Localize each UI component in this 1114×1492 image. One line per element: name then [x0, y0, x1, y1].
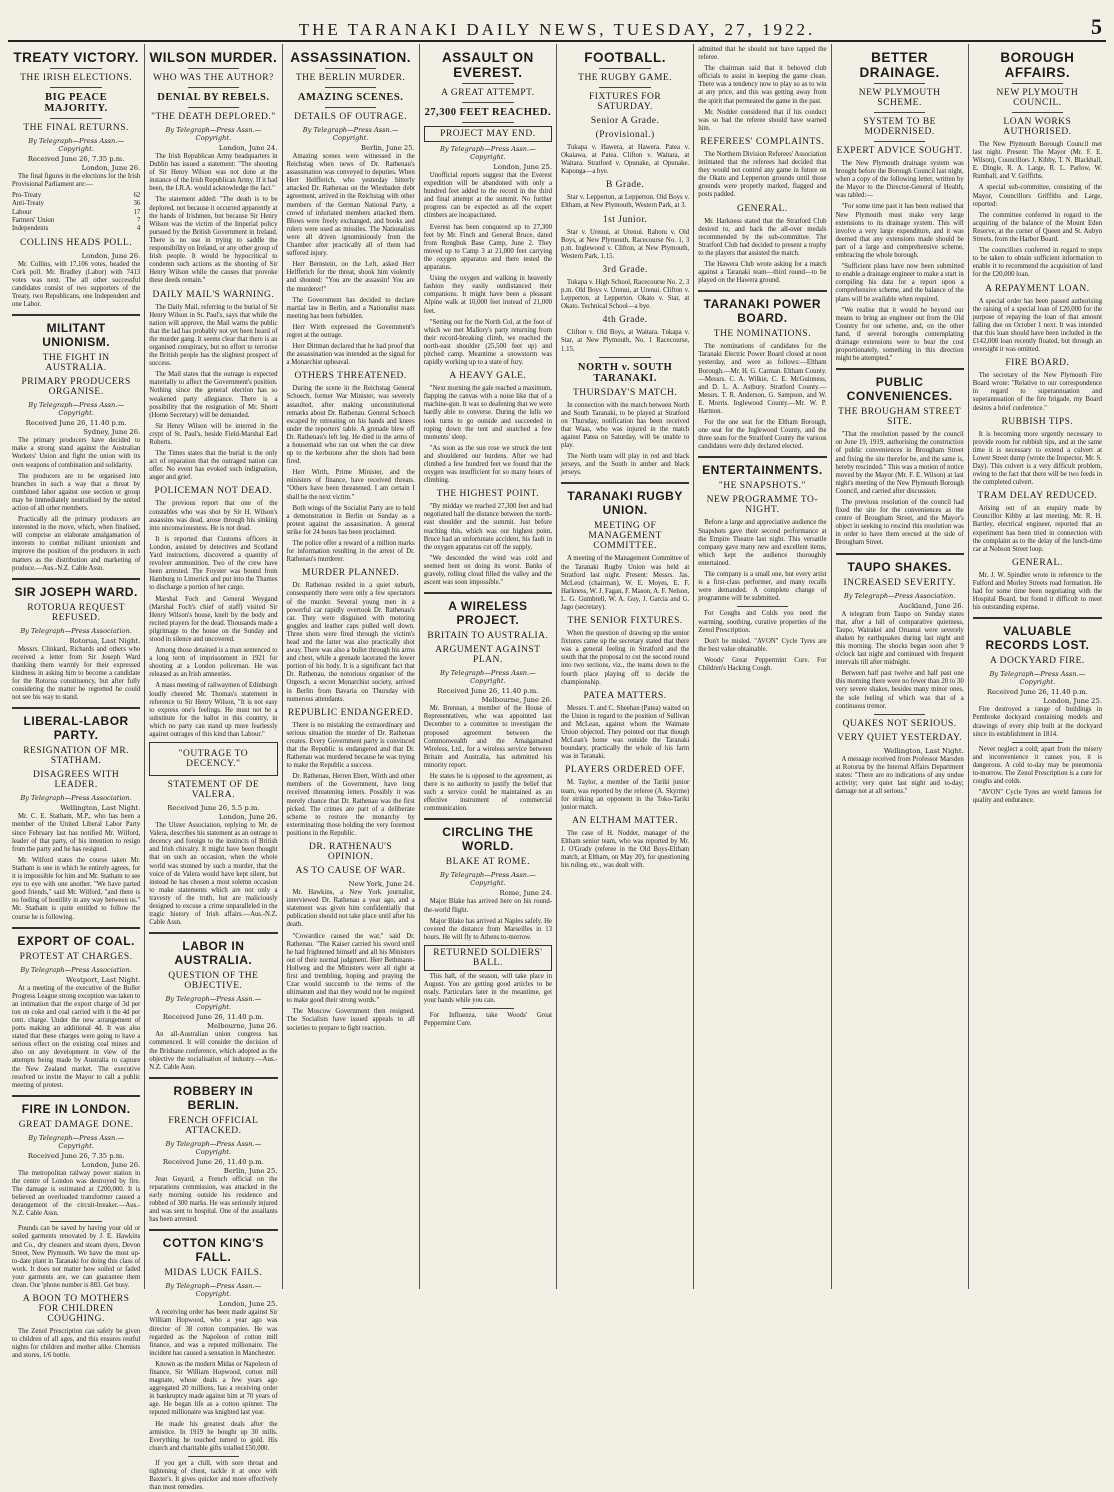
headline-militant-unionism: MILITANT UNIONISM.: [42, 321, 111, 350]
subhead: (Provisional.): [595, 130, 655, 140]
headline-taupo-shakes: TAUPO SHAKES.: [847, 559, 952, 574]
subhead: THE FIGHT IN AUSTRALIA.: [42, 353, 110, 374]
subhead: THE BROUGHAM STREET SITE.: [838, 407, 962, 428]
headline-borough-affairs: BOROUGH AFFAIRS.: [1000, 50, 1075, 80]
subhead: DAILY MAIL'S WARNING.: [152, 289, 275, 300]
headline-liberal-labor-party: LIBERAL-LABOR PARTY.: [23, 714, 129, 743]
article-paragraph: Mr. Harkness stated that the Stratford Club desired to, and back the all-over medals recommended by the sub-committee. The Stratford Club had decided to present a trophy to the players that assisted the match.: [698, 217, 827, 257]
byline: By Telegraph—Press Association.: [20, 626, 132, 635]
subhead: DETAILS OF OUTRAGE.: [294, 112, 408, 122]
subhead: GENERAL.: [1012, 557, 1063, 568]
subhead: INCREASED SEVERITY.: [843, 577, 956, 588]
subhead: A DOCKYARD FIRE.: [989, 656, 1085, 667]
headline-public-conveniences: PUBLIC CONVENIENCES.: [846, 375, 953, 404]
result-seats: 17: [133, 208, 141, 216]
dateline: London, June 25.: [1043, 697, 1102, 706]
subhead: BLAKE AT ROME.: [445, 857, 530, 868]
subhead: REPUBLIC ENDANGERED.: [287, 707, 414, 718]
subhead: TRAM DELAY REDUCED.: [977, 491, 1098, 502]
article-paragraph: The North team will play in red and black jerseys, and the South in amber and black jerseys.: [561, 453, 690, 477]
article-paragraph: The primary producers have decided to make a strong stand against the Australian Workers' Union and fight the union with its own weapons of combination and solidarity.: [12, 437, 141, 469]
article-paragraph: A meeting of the Management Committee of the Taranaki Rugby Union was held at Stratford last night. Present: Messrs. Jas. McLeod (chairman), W. E. Moyes, E. F. Harkness, W. J. Fagan, F. Mason, A. F. Nelson, L. G. Gumbrell, W. A. Guy, J. Garcia and G. Jago (secretary).: [561, 555, 690, 611]
article-paragraph: "That the resolution passed by the council on June 19, 1919, authorising the construction of public conveniences in Brougham Street and fixing the site therefor be, and the same is, hereby rescinded." This was a motion of notice moved by the Mayor (Mr. F. E. Wilson) at last night's meeting of the New Plymouth Borough Council, and carried after discussion.: [835, 431, 964, 495]
result-seats: 4: [136, 225, 141, 233]
received-line: Received June 26, 11.40 p.m.: [25, 419, 127, 428]
advertisement-text: Never neglect a cold; apart from the misery and inconvenience it causes you, it is dangerous. A cold to-day may be pneumonia to-morrow. The Zenol Prescription is a cure for coughs and colds.: [972, 745, 1102, 786]
column-7: [832, 44, 969, 1289]
subhead: B Grade.: [605, 180, 645, 191]
subhead: 1st Junior.: [602, 214, 648, 225]
article-paragraph: The company is a small one, but every artist is a first-class performer, and many recalls were demanded. A complete change of programme will be submitted.: [698, 571, 827, 603]
headline-assault-on-everest: ASSAULT ON EVEREST.: [442, 50, 534, 80]
article-paragraph: "By midday we reached 27,300 feet and had negotiated half the distance between the north-east shoulder and the summit. Just before reaching this, which was our highest point, Bruce had an unfortunate accident, his fault in the oxygen apparatus cut off the supply.: [423, 503, 552, 551]
subhead: QUAKES NOT SERIOUS.: [842, 718, 957, 729]
subhead: RUBBISH TIPS.: [1001, 416, 1074, 427]
subhead: A HEAVY GALE.: [449, 371, 527, 382]
article-paragraph: "Setting out for the North Col, at the foot of which we met Mallory's party returning from their record-breaking climb, we reached the north-east shoulder (25,500 feet up) and pitched camp. Meantime a snowstorm was rapidly working up to a state of fury.: [423, 318, 552, 367]
election-results-table: [12, 192, 140, 233]
fixtures-list: Tukapa v. High School, Racecourse No. 2, 3 p.m. Old Boys v. Urenui, at Urenui. Clifton v. Lepperton, at Lepperton. Okato v. Star, at Okato. Technical School—a bye.: [561, 278, 690, 311]
subhead: RETURNED SOLDIERS' BALL.: [424, 945, 552, 971]
subhead: EXPERT ADVICE SOUGHT.: [836, 146, 963, 156]
byline: By Telegraph—Press Association.: [20, 965, 132, 974]
subhead: FIXTURES FOR SATURDAY.: [589, 92, 662, 112]
byline: By Telegraph—Press Assn.—Copyright.: [165, 126, 262, 142]
fixtures-list: Star v. Lepperton, at Lepperton. Old Boys v. Eltham, at New Plymouth, Western Park, at 3.: [561, 194, 690, 210]
byline: By Telegraph—Press Association.: [843, 591, 956, 600]
subhead: PROJECT MAY END.: [424, 126, 552, 142]
masthead-title: THE TARANAKI DAILY NEWS, TUESDAY, 27, 1922.: [298, 20, 816, 39]
article-paragraph: Dr. Rathenau, Herren Ebert, Wirth and other members of the Government, have long received threatening letters. Possibly it was merely chance that Dr. Rathenau was the first picked. The crimes are part of a deliberate scheme to restore the monarchy by exterminating those holding the very foremost positions in the Republic.: [286, 773, 415, 837]
article-paragraph: When the question of drawing up the senior fixtures came up the secretary stated that there was a general feeling in Stratford and the south that the proposal to cut the second round into two sections, viz., the teams down to the fourth place playing off to decide the championship.: [561, 630, 690, 686]
article-paragraph: In connection with the match between North and South Taranaki, to be played at Stratford on Thursday, notification has been received that Waas, who was injured in the match against Patea on Saturday, will be unable to play.: [561, 401, 690, 450]
byline: By Telegraph—Press Assn.—Copyright.: [165, 1282, 262, 1299]
subhead: PLAYERS ORDERED OFF.: [565, 765, 686, 776]
subhead: OTHERS THREATENED.: [294, 371, 407, 382]
result-row: [12, 217, 140, 225]
article-paragraph: It is reported that Customs officers in London, assisted by detectives and Scotland Yard instructions, discovered a quantity of revolver ammunition. Two of the crew have been arrested. The Foyster was bound from Hamburg to Limerick and put into the Thames to discharge a portion of her cargo.: [149, 535, 278, 592]
subhead: MURDER PLANNED.: [302, 568, 400, 579]
article-paragraph: For the one seat for the Eltham Borough, one seat for the Inglewood County, and the three seats for the Stratford County the various candidates were duly declared elected.: [698, 419, 827, 451]
subhead: POLICEMAN NOT DEAD.: [154, 486, 273, 497]
advertisement-text: Pounds can be saved by having your old or soiled garments renovated by J. E. Hawkins and Co., dry cleaners and steam dyers, Devon Street, New Plymouth. We have the most up-to-date plant in Taranaki for doing this class of work. It does not matter how soiled or faded your garments are, we can guarantee them clean. Our 'phone number is 883. Get busy.: [12, 1225, 141, 1290]
article-paragraph: A mass meeting of railwaymen of Edinburgh loudly cheered Mr. Thomas's statement in reference to Sir Henry Wilson, "It is not easy to express one's feelings. He must not be a substitute for the ballot in this country, in which no party can stand up more fearlessly against outrages of this kind than Labour.": [149, 682, 278, 738]
article-paragraph: Dr. Rathenau resided in a quiet suburb, consequently there were only a few spectators of the murder. Several young men in a powerful car rapidly overtook Dr. Rathenau's car. They were disguised with motoring goggles and leather caps pulled well down. Three shots were fired through the victim's head and the latter was also practically shot away. There was also a bullet through his arms and chest, while a grenade lacerated the lower portion of his body. It is a significant fact that Dr. Rathenau, the notorious organiser of the Orgesch, a secret Monarchist society, arrived in Berlin from Bavaria on Thursday with numerous attendants.: [286, 582, 415, 703]
dateline: London, June 25.: [493, 163, 552, 171]
article-paragraph: Among those detained is a man sentenced to a long term of imprisonment in 1921 for shooting at a London policeman. He was released as an Irish amnesties.: [149, 647, 278, 679]
dateline: Wellington, Last Night.: [60, 804, 141, 813]
article-paragraph: "Next morning the gale reached a maximum, flapping the canvas with a noise like that of a machine-gun. It was so deafening that we were hardly able to converse. During the lulls we took turns to go outside and succeeded in roping down the tent and snatched a few moments' sleep.: [423, 385, 552, 441]
subhead: GREAT DAMAGE DONE.: [18, 1119, 134, 1130]
article-paragraph: There is no mistaking the extraordinary and serious situation the murder of Dr. Rathenau creates. Every Government party is convinced that the Republic is endangered and that Dr. Rathenau was murdered because he was trying to make the Republic a success.: [286, 721, 415, 770]
article-paragraph: Mr. Hawkins, a New York journalist, interviewed Dr. Rathenau a year ago, and a statement was given him confidentially that publication should not take place until after his death.: [286, 889, 415, 929]
article-paragraph: The metropolitan railway power station in the centre of London was destroyed by fire. The damage is estimated at £200,000. It is believed an overloaded transformer caused a derangement of the circuit-breaker.—Aus.-N.Z. Cable Assn.: [12, 1169, 141, 1218]
article-paragraph: A telegram from Taupo on Sunday states that, after a lull of comparative quietness, Taupo, Wairakei and Oruanui were severely shaken by earthquakes during last night and this morning. The shocks began soon after 9 o'clock last night and continued with frequent intervals till after midnight.: [835, 610, 964, 667]
subhead: PATEA MATTERS.: [583, 690, 667, 701]
subhead: COLLINS HEADS POLL.: [20, 237, 133, 248]
dateline: Auckland, June 26.: [898, 601, 964, 610]
headline-labor-in-australia: LABOR IN AUSTRALIA.: [174, 939, 253, 968]
dateline: Rome, June 24.: [499, 889, 552, 898]
received-line: Received June 26, 11.40 p.m.: [986, 688, 1088, 697]
article-paragraph: Mr. Wilford states the course taken Mr. Statham is one in which he entirely agrees, for it is impossible for him and Mr. Statham to see eye to eye with one another. "We have parted good friends," said Mr. Wilford, "and there is no feeling of hostility in any way between us." Mr. Statham is quite entitled to follow the course he is following.: [12, 856, 141, 921]
headline-better-drainage: BETTER DRAINAGE.: [859, 50, 940, 80]
subhead: A REPAYMENT LOAN.: [985, 283, 1090, 294]
subhead: AS TO CAUSE OF WAR.: [295, 866, 406, 877]
byline: By Telegraph—Press Assn.—Copyright.: [440, 669, 536, 686]
article-paragraph: An all-Australian union congress has commenced. It will consider the decision of the Brisbane conference, which adopted as the objective the socialisation of industry.—Aus.-N.Z. Cable Assn.: [149, 1031, 278, 1071]
article-paragraph: Mr. Nodder considered that if his conduct was so bad the referee should have warned him.: [698, 108, 827, 132]
dateline: Melbourne, June 26.: [207, 1022, 278, 1031]
byline: By Telegraph—Press Assn.—Copyright.: [28, 1133, 124, 1150]
article-paragraph: admitted that he should not have tapped the referee.: [698, 46, 827, 62]
subhead: Senior A Grade.: [590, 116, 660, 126]
article-paragraph: M. Taylor, a member of the Tariki junior team, was reported by the referee (A. Skyrme) for striking an opponent in the Toko-Tariki junior match.: [561, 779, 690, 811]
article-paragraph: "Cowardice caused the war," said Dr. Rathenau. "The Kaiser carried his sword until he had frightened himself and all his Ministers out of their normal judgment. Herr Bethmann-Hollweg and the Ministers were all right at first and trembling, hoping and praying the Czar would succumb to the terms of the ultimatum and that they would not be required to make good their strong words.": [286, 932, 415, 1005]
fixtures-list: Clifton v. Old Boys, at Waitara. Tukapa v. Star, at New Plymouth, No. 1 Racecourse, 1.15.: [561, 329, 690, 353]
advertisement-text: The Zenol Prescription can safely be given to children of all ages, and this ensures restful nights for children and mother alike. Chemists and stores, 1/6 bottle.: [12, 1328, 141, 1360]
advertisement-text: "AVON" Cycle Tyres are world famous for quality and endurance.: [972, 789, 1102, 805]
result-seats: 7: [136, 217, 141, 225]
article-paragraph: The Government has decided to declare martial law in Berlin, and a Nationalist mass meeting has been forbidden.: [286, 296, 415, 320]
article-paragraph: A receiving order has been made against Sir William Hopwood, who a year ago was director of 38 cotton companies. He was regarded as the Napoleon of cotton mill finance, and was a reputed millionaire. The incident has caused a sensation in Manchester.: [149, 1309, 278, 1357]
dateline: Berlin, June 25.: [360, 144, 415, 152]
subhead: DR. RATHENAU'S OPINION.: [309, 842, 393, 863]
article-paragraph: The Mail states that the outrage is expected materially to affect the Government's position. Nothing since the general election has so weakened party allegiance. There is a possibility that the resignation of Mr. Shortt (Home Secretary) will be demanded.: [149, 371, 278, 419]
subhead: THE HIGHEST POINT.: [436, 489, 540, 500]
article-paragraph: Herr Wirth, Prime Minister, and the ministers of finance, have received threats. "Others have been threatened. I am certain I shall be the next victim.": [286, 469, 415, 501]
subhead: MIDAS LUCK FAILS.: [164, 1268, 263, 1279]
article-paragraph: The case of H. Nodder, manager of the Eltham senior team, who was reported by Mr. J. O'Grady (referee in the Old Boys-Eltham match, at Eltham, on May 20), for questioning his ruling, etc., was dealt with.: [561, 829, 690, 870]
subhead: STATEMENT OF DE VALERA.: [167, 780, 260, 801]
article-paragraph: The Hawera Club wrote asking for a match against a Taranaki team—third round—to be played on the Hawera ground.: [698, 260, 827, 285]
result-party: Anti-Treaty: [12, 200, 44, 208]
result-party: Labour: [12, 208, 32, 216]
dateline: Sydney, June 26.: [83, 428, 141, 437]
advertisement-text: Woods' Great Peppermint Cure. For Children's Hacking Cough.: [698, 656, 827, 672]
article-paragraph: The chairman said that it behoved club officials to assist in keeping the game clean. There was a tendency now to play so as to win at any price, and this was getting away from the spirit that permeated the game in the past.: [698, 65, 827, 105]
article-paragraph: Both wings of the Socialist Party are to hold a demonstration in Berlin on Sunday as a protest against the assassination. A general strike for 24 hours has been proclaimed.: [286, 504, 415, 536]
subhead: "THE DEATH DEPLORED.": [151, 112, 276, 122]
dateline: Wellington, Last Night.: [883, 746, 964, 755]
byline: By Telegraph—Press Assn.—Copyright.: [302, 126, 399, 142]
headline-treaty-victory: TREATY VICTORY.: [13, 50, 139, 65]
article-paragraph: Major Blake has arrived at Naples safely. He covered the distance from Marseilles in 13 hours. He will fly to Athens to-morrow.: [423, 917, 552, 941]
headline-valuable-records-lost: VALUABLE RECORDS LOST.: [985, 624, 1090, 653]
result-seats: 62: [133, 192, 141, 200]
result-party: Independents: [12, 225, 49, 233]
article-paragraph: A message received from Professor Marsden at Rotorua by the Internal Affairs Department states: "There are no indications of any undue activity; very quiet last night and to-day; damage not at all serious.": [835, 755, 964, 796]
article-paragraph: The statement added: "The death is to be deplored, not because it occurred apparently at the hands of Irishmen, but because Sir Henry Wilson was the victim of the Imperial policy pursued by the British Government in Ireland. There is no use in trying to saddle the responsibility on Ireland, or any other group of Irish people. It would be hypocritical to condemn such actions as the shooting of Sir Henry Wilson while the causes that provoke these deeds remain.": [149, 196, 278, 285]
article-paragraph: Sir Henry Wilson will be interred in the crypt of St. Paul's, beside Field-Marshal Earl Roberts.: [149, 422, 278, 446]
article-paragraph: It is becoming more urgently necessary to provide room for rubbish tips, and at the same time it is necessary to extend a culvert at Lower Street dump (wrote the Inspector, Mr. S. Day). This culvert is a very difficult problem, owing to the fact that there will be two feeds in the completed culvert.: [972, 430, 1102, 487]
article-paragraph: Herr Bernstein, on the Left, asked Herr Helfferich for the threat, shook him violently and shouted: "You are the assassin! You are the murderer!": [286, 261, 415, 293]
dateline: London, June 26.: [81, 251, 141, 260]
article-paragraph: "We realise that it would be beyond our means to bring an engineer out from the Old Country for our scheme, and, on the other hand, if several boroughs contemplating drainage extensions were to bear the cost proportionately, something in this direction might be attempted.": [835, 306, 964, 363]
article-paragraph: The final figures in the elections for the Irish Provisional Parliament are:—: [12, 173, 141, 189]
headline-football: FOOTBALL.: [584, 50, 666, 65]
article-paragraph: The previous report that one of the constables who was shot by Sir H. Wilson's assassins was dead, arose through his sinking into unconsciousness. He is not dead.: [149, 500, 278, 532]
article-paragraph: Herr Wirth expressed the Government's regret at the outrage.: [286, 323, 415, 339]
column-4: [420, 44, 557, 1289]
byline: By Telegraph—Press Assn.—Copyright.: [165, 1139, 262, 1156]
byline: By Telegraph—Press Assn.—Copyright.: [440, 145, 536, 161]
article-paragraph: Mr. C. E. Statham, M.P., who has been a member of the United Liberal Labor Party since February last has notified Mr. Wilford, leader of that party, of his intention to resign from the party and he has resigned.: [12, 813, 141, 853]
subhead: THURSDAY'S MATCH.: [572, 387, 678, 398]
subhead: A GREAT ATTEMPT.: [441, 88, 535, 98]
article-paragraph: The New Plymouth drainage system was brought before the Borough Council last night, when a copy of the following letter, written by the Mayor to the Director-General of Health, was tabled:—: [835, 160, 964, 200]
headline-robbery-in-berlin: ROBBERY IN BERLIN.: [173, 1083, 254, 1112]
subhead: THE RUGBY GAME.: [578, 73, 673, 83]
result-row: [12, 192, 140, 200]
article-paragraph: The Times states that the burial is the only act of reparation that the outraged nation can offer. No event has evoked such indignation, anger and grief.: [149, 450, 278, 482]
fixtures-list: Star v. Urenui, at Urenui. Rahotu v. Old Boys, at New Plymouth, Racecourse No. 1, 3 p.m. Inglewood v. Clifton, at New Plymouth, Western Park, 1.15.: [561, 228, 690, 260]
column-8: [969, 44, 1106, 1289]
subhead: BIG PEACE MAJORITY.: [44, 92, 108, 114]
article-paragraph: Before a large and appreciative audience the Snapshots gave their second performance at the Empire Theatre last night. This versatile company gave many new and excellent items, which kept the audience thoroughly entertained.: [698, 519, 827, 567]
subhead: VERY QUIET YESTERDAY.: [837, 732, 963, 743]
article-paragraph: Mr. Collins, with 17,106 votes, headed the Cork poll. Mr. Bradley (Labor) with 7413 votes was next. The all other successful candidates consist of two supporters of the Treaty, two Republicans, one Independent and one Labor.: [12, 260, 141, 309]
article-paragraph: Practically all the primary producers are interested in the move, which, when finalised, will comprise an elaborate amalgamation of interests to combat militant unionism and improve the position of the producers in such matters as the distribution and marketing of produce.—Aus.-N.Z. Cable Assn.: [12, 516, 141, 572]
article-paragraph: The secretary of the New Plymouth Fire Board wrote: "Relative to our correspondence in regard to superannuation and superannuation of the fire brigade, my Board desires a brief conference.": [972, 372, 1102, 412]
subhead: LOAN WORKS AUTHORISED.: [1003, 117, 1072, 137]
article-paragraph: Major Blake has arrived here on his round-the-world flight.: [423, 898, 552, 914]
column-5: [557, 44, 694, 1289]
article-paragraph: A special order has been passed authorising the raising of a special loan of £20,000 for the purpose of repaying the loan of that amount falling due on October 1 next. It was intended that this loan should have been included in the £142,000 loan recently floated, but through an oversight it was omitted.: [972, 297, 1102, 354]
dateline: Melbourne, June 26.: [481, 696, 552, 705]
subhead: 27,300 FEET REACHED.: [424, 107, 552, 118]
headline-taranaki-power-board: TARANAKI POWER BOARD.: [703, 297, 822, 326]
article-paragraph: Herr Dittman declared that he had proof that the assassination was intended as the signal for a Monarchist upheaval.: [286, 343, 415, 367]
subhead: AN ELTHAM MATTER.: [572, 815, 679, 826]
article-paragraph: Using the oxygen and walking in heavenly fashion they easily outdistanced their companions. It might have been a pleasant Alpine walk at 10,000 feet instead of 21,000 feet.: [423, 275, 552, 315]
subhead: DISAGREES WITH LEADER.: [32, 770, 120, 791]
subhead: THE SENIOR FIXTURES.: [567, 616, 683, 627]
dateline: Berlin, June 25.: [223, 1166, 278, 1175]
subhead: BRITAIN TO AUSTRALIA.: [427, 631, 549, 642]
headline-wilson-murder: WILSON MURDER.: [149, 50, 278, 65]
subhead: "OUTRAGE TO DECENCY.": [178, 749, 249, 770]
article-paragraph: The Irish Republican Army headquarters in Dublin has issued a statement: "The shooting of Sir Henry Wilson was not done at the instance of the Irish Republican Army. If it had been, the I.R.A. would acknowledge the fact.": [149, 153, 278, 193]
headline-wireless-project: A WIRELESS PROJECT.: [448, 599, 528, 628]
column-3: [283, 44, 420, 1289]
article-paragraph: The committee conferred in regard to the acquiring of the balance of the Mount Eden Reserve, at the corner of Queen and St. Aubyn Streets, from the Harbor Board.: [972, 211, 1102, 244]
article-paragraph: Arising out of an enquiry made by Councillor Kibby at last meeting, Mr. R. H. Bartley, electrical engineer, reported that an experiment has been tried in connection with the complaint as to the delay of the lunch-time car at Nobson Street loop.: [972, 505, 1102, 553]
received-line: Received June 26, 7.35 p.m.: [27, 155, 125, 163]
subhead: QUESTION OF THE OBJECTIVE.: [168, 971, 259, 992]
article-paragraph: The police offer a reward of a million marks for information resulting in the arrest of Dr. Rathenau's murderer.: [286, 540, 415, 564]
article-paragraph: Everest has been conquered up to 27,300 feet by Mr. Finch and General Bruce, dated from Rongbuk Base Camp, June 2. They moved up to Camp 3 at 21,000 feet carrying the oxygen apparatus and there tested the apparatus.: [423, 223, 552, 272]
article-paragraph: Marshal Foch and General Weygand (Marshal Foch's chief of staff) visited Sir Henry Wilson's house, knelt by the body and recited prayers for the dead. Thousands made a pilgrimage to the house on the Sunday and stood in silence and uncovered.: [149, 595, 278, 643]
result-party: Pro-Treaty: [12, 192, 42, 200]
subhead: GENERAL.: [737, 203, 788, 214]
dateline: London, June 26.: [218, 813, 278, 822]
subhead: NEW PROGRAMME TO-NIGHT.: [706, 495, 819, 516]
article-paragraph: Fire destroyed a range of buildings in Pembroke dockyard containing models and drawings of every ship built at the dockyard since its establishment in 1814.: [972, 706, 1102, 738]
article-paragraph: The councillors conferred in regard to steps to be taken to obtain sufficient information to enable it to recommend the acquisition of land for the £20,000 loan.: [972, 247, 1102, 279]
advertisement-heading: A BOON TO MOTHERS FOR CHILDREN COUGHING.: [22, 1294, 130, 1325]
byline: By Telegraph—Press Assn.—Copyright.: [28, 137, 124, 153]
subhead: THE NOMINATIONS.: [713, 329, 811, 340]
article-paragraph: The Ulster Association, replying to Mr. de Valera, describes his statement as an outrage to decency and foreign to the instincts of British and Irish chivalry. It might have been thought that on such an occasion, when the whole world was stunned by such a murder, that the voice of de Valera would have kept silent, but instead he has chosen a most solemn occasion to make statements which are not only a travesty of the truth, but are maliciously designed to excuse a crime unparalleled in the tragic history of Irish affairs.—Aus.-N.Z. Cable Assn.: [149, 822, 278, 927]
subhead: THE FINAL RETURNS.: [23, 123, 129, 133]
subhead: FRENCH OFFICIAL ATTACKED.: [168, 1115, 259, 1136]
subhead: 4th Grade.: [602, 315, 648, 326]
article-paragraph: Amazing scenes were witnessed in the Reichstag when news of Dr. Rathenau's assassination was conveyed to deputies. When Herr Helfferich, who yesterday bitterly attacked Dr. Rathenau on the Wiesbaden debt agreement, arrived in the Reichstag with other members of the German National Party, a crowd of infuriated members attacked them. Blows were freely exchanged, and books and rulers were used as missiles. The Nationalists were all driven ignominiously from the Chamber after practically all of them had suffered injury.: [286, 153, 415, 258]
article-paragraph: The previous resolution of the council had fixed the site for the conveniences as the centre of Brougham Street, and the Mayor's object in seeking to rescind this resolution was in order to have them erected at the side of Brougham Street.: [835, 499, 964, 547]
dateline: London, June 26.: [81, 164, 141, 172]
subhead: WHO WAS THE AUTHOR?: [152, 73, 274, 83]
dateline: New York, June 24.: [348, 880, 415, 889]
byline: By Telegraph—Press Assn.—Copyright.: [440, 871, 536, 888]
result-seats: 36: [133, 200, 141, 208]
subhead: ARGUMENT AGAINST PLAN.: [435, 645, 541, 666]
subhead: AMAZING SCENES.: [297, 92, 404, 103]
column-2: [145, 44, 282, 1492]
dateline: London, June 25.: [218, 1300, 278, 1309]
byline: By Telegraph—Press Assn.—Copyright.: [28, 401, 124, 418]
article-paragraph: The Daily Mail, referring to the burial of Sir Henry Wilson in St. Paul's, says that while the nation will approve, the Mail warns the public that the lad has probably not yet been heard of the murder gang. It seems clear that there is an organised conspiracy, but no effort to terrorise the British people has the slightest prospect of success.: [149, 303, 278, 368]
advertisement-text: Don't be misled. "AVON" Cycle Tyres are the best value obtainable.: [698, 637, 827, 653]
dateline: London, June 24.: [218, 144, 278, 152]
article-paragraph: "For some time past it has been realised that New Plymouth must make very large extensions to its drainage system. This will involve a very large expenditure, and it was deemed that any extensions made should be part of a large and comprehensive scheme, embracing the whole borough.: [835, 203, 964, 260]
byline: By Telegraph—Press Assn.—Copyright.: [989, 670, 1086, 687]
inset-box: [149, 742, 277, 776]
headline-sir-joseph-ward: SIR JOSEPH WARD.: [14, 584, 138, 599]
headline-export-of-coal: EXPORT OF COAL.: [17, 933, 135, 948]
article-paragraph: The nominations of candidates for the Taranaki Electric Power Board closed at noon yesterday, and were as follows:—Eltham Borough.—Mr. H. G. Carman. Eltham County.—Messrs. C. A. Wilkie, C. E. McGuinness, and D. L. A. Astbury. Stratford County.—Messrs. T. R. Anderson, G. Sampson, and W. E. Morris. Inglewood County.—Mr. W. P. Hartnon.: [698, 343, 827, 415]
subhead: MEETING OF MANAGEMENT COMMITTEE.: [588, 521, 662, 552]
byline: By Telegraph—Press Association.: [20, 794, 132, 803]
subhead: NEW PLYMOUTH SCHEME.: [858, 88, 941, 108]
subhead: SYSTEM TO BE MODERNISED.: [863, 117, 936, 137]
headline-circling-the-world: CIRCLING THE WORLD.: [442, 825, 534, 854]
article-paragraph: Unofficial reports suggest that the Everest expedition will be abandoned with only a hundred feet added to the record in the third and final attempt at the summit. No further progress can be expected as all the expert climbers are incapacitated.: [423, 172, 552, 220]
article-paragraph: Between half past twelve and half past one this morning there were no fewer than 20 to 30 very severe shakes, besides many minor ones, the sole feeling of which was that of a continuous tremor.: [835, 670, 964, 710]
article-paragraph: The producers are to be organised into branches in such a way that a threat by combined labor against one section or group may be immediately neutralised by the united action of all other members.: [12, 472, 141, 512]
fixtures-list: Tukapa v. Hawera, at Hawera. Patea v. Okaiawa, at Patea. Clifton v. Waitara, at Waitara. Stratford v. Opunake, at Opunake. Kaponga—a bye.: [561, 144, 690, 176]
result-row: [12, 225, 140, 233]
article-paragraph: "As soon as the sun rose we struck the tent and shouldered our burdens. After we had climbed a few hundred feet we found that the oxygen was insufficient for so many hours of climbing.: [423, 444, 552, 485]
byline: By Telegraph—Press Assn.—Copyright.: [165, 995, 262, 1012]
received-line: Received June 26, 7.35 p.m.: [27, 1151, 125, 1160]
advertisement-text: For Coughs and Colds you need the warming, soothing, curative properties of the Zenol Prescription.: [698, 610, 827, 634]
subhead: THE BERLIN MURDER.: [295, 73, 406, 83]
article-paragraph: At a meeting of the executive of the Buller Progress League strong exception was taken to an intimation that the export charge of 3d per ton on coke and coal carried with it the 4d per cent. charge. Under the new arrangement of ports making an additional 4d. It was also stated that these charges were going to have a serious effect on the existing coal mines and also on any development in view of the attempts being made by Australia to capture the New Zealand market. The executive resolved to invite the Mayor to call a public meeting of protest.: [12, 984, 141, 1089]
headline-taranaki-rugby-union: TARANAKI RUGBY UNION.: [567, 489, 683, 518]
subhead: FIRE BOARD.: [1005, 358, 1070, 369]
received-line: Received June 26, 11.40 p.m.: [162, 1157, 264, 1166]
subhead: DENIAL BY REBELS.: [157, 92, 270, 103]
subhead: PROTEST AT CHARGES.: [19, 951, 133, 962]
article-paragraph: Messrs. T. and C. Sheehan (Patea) waited on the Union in regard to the position of Sullivan and McLean, against whom the Waimate Union objected. They pointed out that though McLean's home was outside the Taranaki boundary, practically the whole of his farm was in Taranaki.: [561, 704, 690, 761]
subhead: THE IRISH ELECTIONS.: [20, 73, 133, 83]
received-line: Received June 26, 11.40 p.m.: [437, 687, 539, 696]
dateline: Westport, Last Night.: [66, 975, 141, 984]
result-row: [12, 209, 140, 217]
article-paragraph: Mr. J. W. Spindler wrote in reference to the Fulford and Morley Streets road formation. He had for some time been negotiating with the Hospital Board, but found it difficult to meet his outstanding expense.: [972, 571, 1102, 612]
subhead: REFEREES' COMPLAINTS.: [700, 136, 825, 147]
article-paragraph: The Moscow Government then resigned. The Socialists have issued appeals to all societies to prepare to fight reaction.: [286, 1008, 415, 1032]
column-6: [694, 44, 831, 1289]
article-paragraph: "We descended the wind was cold and seemed bent on doing its worst. Banks of gravely, rolling cloud filled the valley and the ascent was soon impossible.": [423, 554, 552, 587]
subhead: PRIMARY PRODUCERS ORGANISE.: [21, 377, 131, 398]
subhead: NEW PLYMOUTH COUNCIL.: [996, 88, 1079, 108]
result-row: [12, 200, 140, 208]
article-paragraph: He made his greatest deals after the armistice. In 1919 he bought up 30 mills. Everything he touched turned to gold. His church and charitable gifts totalled £50,000.: [149, 1420, 278, 1452]
received-line: Received June 26, 11.40 p.m.: [162, 1013, 264, 1022]
subhead: 3rd Grade.: [602, 264, 648, 275]
subhead: ROTORUA REQUEST REFUSED.: [27, 602, 126, 623]
article-paragraph: Messrs. Clinkard, Richards and others who received a letter from Sir Joseph Ward thanking them warmly for their expressed kindness in asking him to become a candidate for the Rotorua constituency, but after fully considering the matter he regretted he could not see his way to stand.: [12, 645, 141, 702]
headline-assassination: ASSASSINATION.: [290, 50, 411, 65]
received-line: Received June 26, 5.5 p.m.: [167, 804, 260, 813]
dateline: London, June 26.: [81, 1160, 141, 1169]
headline-entertainments: ENTERTAINMENTS.: [702, 463, 823, 478]
article-paragraph: Mr. Brennan, a member of the House of Representatives, who was appointed last December to a committee to investigate the proposed agreement between the Commonwealth and the Amalgamated Wireless, Ltd., for a wireless service between Britain and Australia, has submitted his minority report.: [423, 705, 552, 769]
article-paragraph: A special sub-committee, consisting of the Mayor, Councillors Griffiths and Large, reported:: [972, 184, 1102, 208]
article-paragraph: During the scene in the Reichstag General Schoech, former War Minister, was severely assaulted, after making unconstitutional remarks about Dr. Rathenau. General Schoech escaped by retreating on his hands and knees under the reporters' table. A grenade blew off Dr. Rathenau's left leg. He died in the arms of a housemaid who ran out when the car drew up to the kerbstone after the shots had been fired.: [286, 385, 415, 466]
columns: [8, 44, 1106, 1492]
subhead: "HE SNAPSHOTS.": [718, 481, 806, 492]
headline-fire-in-london: FIRE IN LONDON.: [21, 1101, 131, 1116]
article-paragraph: "Sufficient plans have now been submitted to enable a drainage engineer to make a start in compiling his data for a report upon a comprehensive scheme, and the balance of the plans will be available when required.: [835, 263, 964, 303]
article-paragraph: Jean Guyard, a French official on the reparations commission, was attacked in the early morning outside his residence and robbed of 300 marks. He was seriously injured and was sent to hospital. One of the assailants has been arrested.: [149, 1175, 278, 1224]
advertisement-text: If you get a chill, with sore throat and tightening of chest, tackle it at once with Baxter's. It gives quicker and more effectively than most remedies.: [149, 1459, 278, 1492]
subhead: RESIGNATION OF MR. STATHAM.: [23, 746, 130, 767]
headline-cotton-kings-fall: COTTON KING'S FALL.: [162, 1236, 264, 1265]
subhead: NORTH v. SOUTH TARANAKI.: [577, 361, 673, 384]
page-number: 5: [1091, 14, 1102, 39]
article-paragraph: This ball, of the season, will take place in August. You are getting good articles to be ready. Particulars later in the meantime, get your hands while you can.: [423, 972, 552, 1005]
article-paragraph: The Northern Division Referees' Association intimated that the referees had decided that they would not control any game in future on the Okato and Lepperton grounds until those grounds were properly marked, flagged and posts padded.: [698, 150, 827, 199]
dateline: Rotorua, Last Night.: [69, 636, 141, 645]
article-paragraph: Known as the modern Midas or Napoleon of finance, Sir William Hopwood, cotton mill magnate, whose deals a few years ago aggregated 20 millions, has a receiving order in bankruptcy made against him at 70 years of age. He began life as a cotton spinner. The reputed millionaire was knighted last year.: [149, 1360, 278, 1417]
article-paragraph: The New Plymouth Borough Council met last night. Present: The Mayor (Mr. F. E. Wilson), Councillors J. Kibby, T. N. Blackhall, E. Dingle, R. A. Large, R. L. Parlow, W. Rumball, and V. Griffiths.: [972, 141, 1102, 181]
column-1: [8, 44, 145, 1360]
article-paragraph: He states he is opposed to the agreement, as there is no authority to justify the belief that such a service could be maintained as an effective instrument of commercial communication.: [423, 772, 552, 813]
result-party: Farmers' Union: [12, 217, 55, 225]
masthead: [8, 6, 1106, 42]
advertisement-text: For Influenza, take Woods' Great Peppermint Cure.: [423, 1012, 552, 1028]
